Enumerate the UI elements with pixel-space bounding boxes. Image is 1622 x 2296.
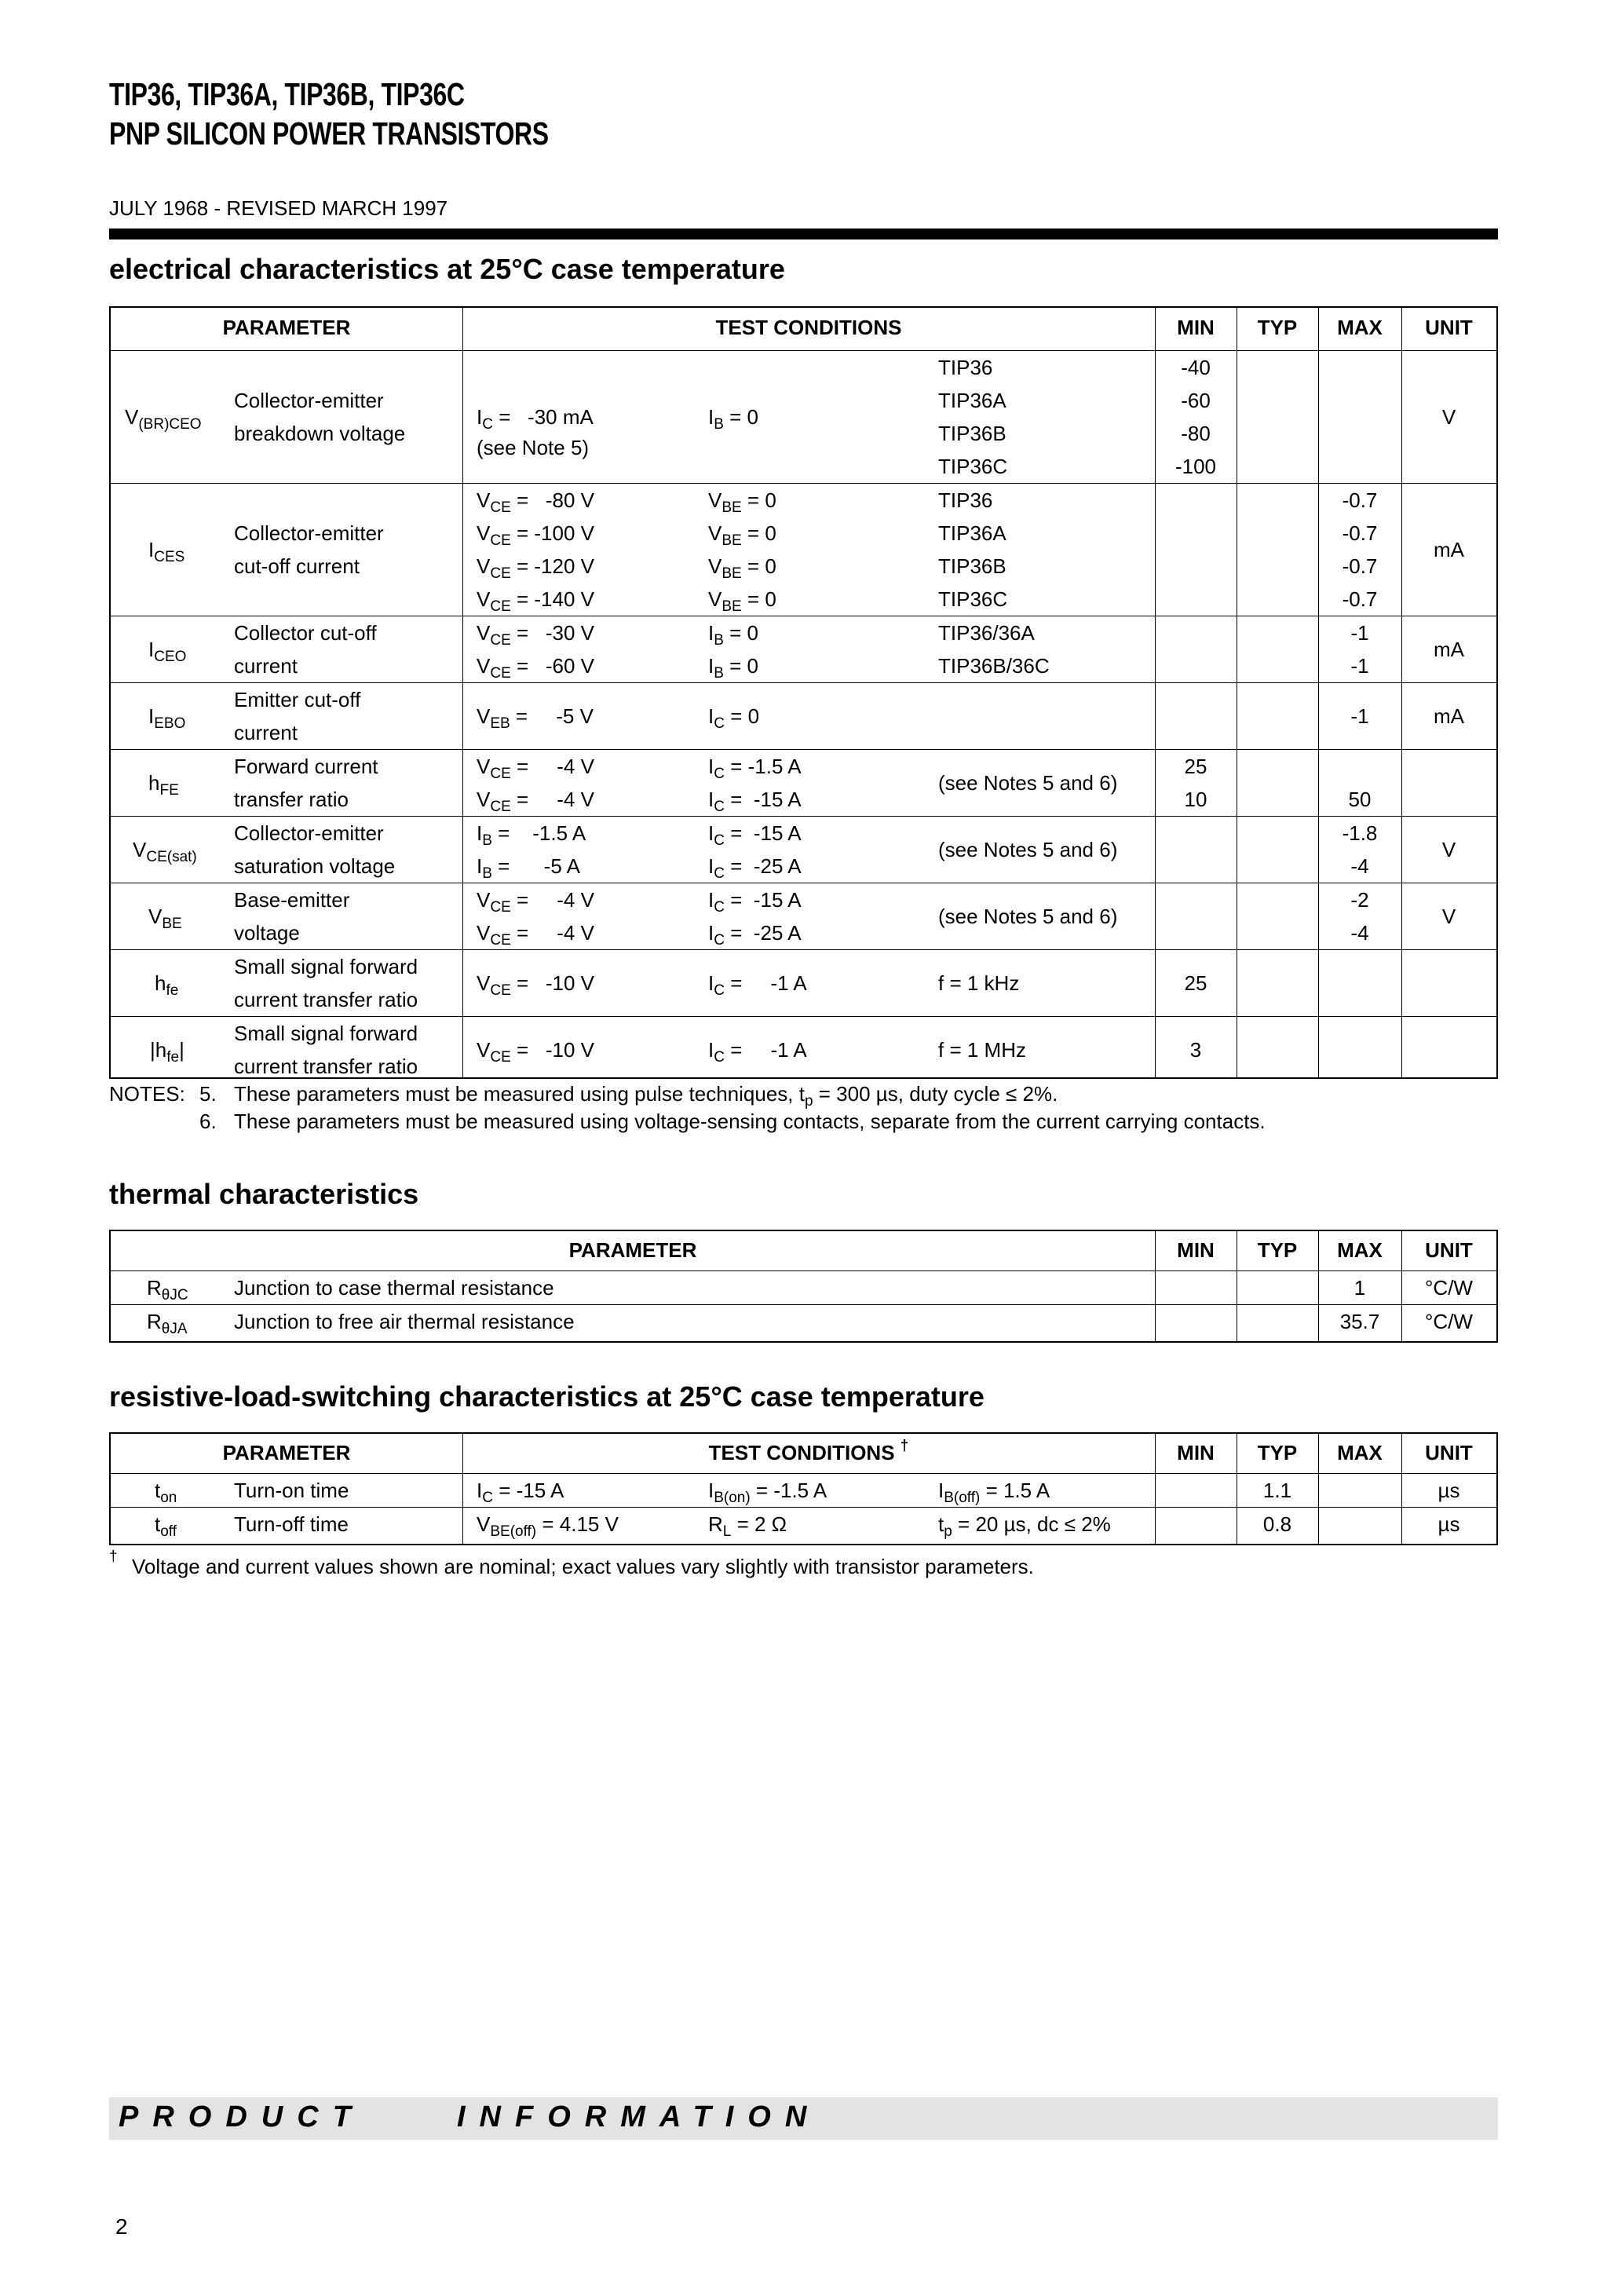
param-symbol: $I_{CEO}$: [148, 638, 187, 665]
product-information-label: PRODUCT INFORMATION: [119, 2100, 821, 2133]
param-desc: Junction to free air thermal resistance: [234, 1310, 575, 1333]
test-condition: $V_{BE} = 0$: [708, 521, 776, 549]
header-test-conditions: TEST CONDITIONS †: [708, 1438, 909, 1464]
typ-value: 0.8: [1262, 1512, 1292, 1536]
max-value: -1.8: [1342, 821, 1378, 845]
device-name: TIP36: [938, 488, 993, 512]
max-value: -0.7: [1342, 488, 1378, 512]
unit-value: V: [1441, 405, 1456, 429]
header-parameter: PARAMETER: [222, 1441, 351, 1464]
param-symbol: $h_{FE}$: [148, 771, 179, 799]
test-condition: $V_{BE} = 0$: [708, 488, 776, 516]
test-condition: $t_p = 20$ µs, dc ≤ 2%: [938, 1512, 1111, 1540]
device-name: TIP36A: [938, 389, 1006, 412]
param-desc: Small signal forward: [234, 955, 418, 978]
max-value: -2: [1350, 888, 1369, 912]
max-value: 1: [1353, 1276, 1366, 1300]
title-line-2: PNP SILICON POWER TRANSISTORS: [109, 115, 549, 152]
max-value: -0.7: [1342, 587, 1378, 611]
test-condition: $V_{CE} = -30$ V: [477, 621, 594, 649]
table-row: [111, 1304, 1496, 1338]
test-condition: $V_{EB}$ = -5 V: [477, 704, 594, 732]
test-condition: f = 1 MHz: [938, 1038, 1026, 1062]
header-typ: TYP: [1257, 316, 1298, 339]
param-desc: Collector-emitter: [234, 521, 384, 545]
param-desc: transfer ratio: [234, 788, 349, 811]
table-row: [111, 883, 1496, 949]
note-6-text: These parameters must be measured using voltage-sensing contacts, separate from the current carrying contacts.: [234, 1110, 1266, 1133]
test-condition: $I_B = 0$: [708, 405, 759, 433]
switching-table: [109, 1432, 1498, 1545]
param-desc: Turn-off time: [234, 1512, 349, 1536]
param-desc: saturation voltage: [234, 854, 396, 878]
footnote-dagger: †: [109, 1548, 118, 1565]
table-row: [111, 949, 1496, 1016]
test-condition: $I_C = -15$ A: [708, 788, 802, 815]
device-name: TIP36/36A: [938, 621, 1035, 645]
note-number: 5.: [199, 1082, 217, 1106]
test-condition: $V_{CE}$ = -4 V: [477, 755, 594, 782]
param-symbol: $R_{\theta JA}$: [147, 1310, 188, 1337]
test-condition: $V_{CE}$ = -4 V: [477, 888, 594, 916]
test-condition: $I_C = -1.5$ A: [708, 755, 802, 782]
test-condition: $I_C = -15$ A: [708, 821, 802, 849]
param-symbol: $V_{BE}$: [148, 905, 182, 932]
notes-label: NOTES:: [109, 1082, 185, 1106]
param-desc: voltage: [234, 921, 300, 945]
table-row: [111, 1270, 1496, 1304]
param-desc: Collector-emitter: [234, 821, 384, 845]
test-condition: $V_{CE} = -10$ V: [477, 1038, 594, 1066]
test-condition: $V_{CE} = -120$ V: [477, 554, 594, 582]
test-condition: $I_{B(off)} = 1.5$ A: [938, 1479, 1050, 1506]
param-symbol: $I_{CES}$: [148, 538, 185, 565]
header-unit: UNIT: [1425, 316, 1473, 339]
header-unit: UNIT: [1425, 1238, 1473, 1262]
note-number: 6.: [199, 1110, 217, 1133]
param-symbol: $t_{on}$: [155, 1479, 177, 1506]
param-desc: Junction to case thermal resistance: [234, 1276, 554, 1300]
param-symbol: $t_{off}$: [155, 1512, 177, 1540]
unit-value: V: [1441, 905, 1456, 928]
min-value: -80: [1181, 422, 1211, 445]
table-header-row: [111, 1231, 1496, 1270]
min-value: -100: [1174, 455, 1217, 478]
param-desc: Small signal forward: [234, 1022, 418, 1045]
max-value: 50: [1348, 788, 1372, 811]
test-condition-note: (see Notes 5 and 6): [938, 905, 1118, 928]
table-row: [111, 682, 1496, 749]
min-value: 3: [1189, 1038, 1202, 1062]
test-condition: $V_{CE} = -10$ V: [477, 971, 594, 999]
device-name: TIP36B: [938, 422, 1006, 445]
header-parameter: PARAMETER: [222, 316, 351, 339]
unit-value: mA: [1434, 704, 1464, 728]
test-condition: $V_{CE}$ = -4 V: [477, 788, 594, 815]
switching-heading: resistive-load-switching characteristics at 25°C case temperature: [109, 1380, 985, 1413]
device-name: TIP36B/36C: [938, 654, 1050, 678]
electrical-table: [109, 306, 1498, 1079]
test-condition: $V_{CE} = -60$ V: [477, 654, 594, 682]
unit-value: mA: [1434, 638, 1464, 661]
header-min: MIN: [1177, 1238, 1215, 1262]
thermal-table: [109, 1230, 1498, 1343]
test-condition: $V_{BE} = 0$: [708, 554, 776, 582]
table-row: [111, 1507, 1496, 1541]
unit-value: mA: [1434, 538, 1464, 561]
unit-value: °C/W: [1425, 1310, 1473, 1333]
test-condition: $V_{BE(off)} = 4.15$ V: [477, 1512, 619, 1540]
min-value: -40: [1181, 356, 1211, 379]
table-row: [111, 616, 1496, 682]
note-5-text: These parameters must be measured using pulse techniques, $t_p = 300$ µs, duty cycle ≤ 2%.: [234, 1082, 1058, 1110]
test-condition: $I_C = -15$ A: [477, 1479, 564, 1506]
param-desc: Collector-emitter: [234, 389, 384, 412]
test-condition: $V_{BE} = 0$: [708, 587, 776, 615]
test-condition: $I_B$ = -5 A: [477, 854, 580, 882]
device-name: TIP36: [938, 356, 993, 379]
title-line-1: TIP36, TIP36A, TIP36B, TIP36C: [109, 76, 465, 112]
test-condition: $I_C = -25$ A: [708, 854, 802, 882]
device-name: TIP36C: [938, 455, 1008, 478]
table-header-row: [111, 1434, 1496, 1473]
test-condition: $I_C = -25$ A: [708, 921, 802, 949]
param-desc: Forward current: [234, 755, 378, 778]
param-symbol: $h_{fe}$: [155, 971, 179, 999]
test-condition: f = 1 kHz: [938, 971, 1020, 995]
max-value: -4: [1350, 921, 1369, 945]
max-value: -4: [1350, 854, 1369, 878]
unit-value: µs: [1438, 1512, 1460, 1536]
header-test-conditions: TEST CONDITIONS: [715, 316, 902, 339]
header-typ: TYP: [1257, 1238, 1298, 1262]
param-symbol: $R_{\theta JC}$: [147, 1276, 188, 1303]
typ-value: 1.1: [1262, 1479, 1292, 1502]
document-title: [109, 75, 549, 153]
unit-value: µs: [1438, 1479, 1460, 1502]
param-desc: cut-off current: [234, 554, 360, 578]
param-desc: Collector cut-off: [234, 621, 377, 645]
max-value: 35.7: [1339, 1310, 1380, 1333]
device-name: TIP36B: [938, 554, 1006, 578]
param-desc: breakdown voltage: [234, 422, 406, 445]
table-row: [111, 816, 1496, 883]
param-desc: Emitter cut-off: [234, 688, 361, 711]
param-desc: current transfer ratio: [234, 988, 418, 1011]
header-min: MIN: [1177, 316, 1215, 339]
device-name: TIP36C: [938, 587, 1008, 611]
header-rule: [109, 229, 1498, 239]
param-symbol: $I_{EBO}$: [148, 704, 186, 732]
product-information-bar: [109, 2097, 1498, 2140]
device-name: TIP36A: [938, 521, 1006, 545]
test-condition: $I_B = 0$: [708, 621, 759, 649]
param-desc: current transfer ratio: [234, 1055, 418, 1078]
min-value: 25: [1184, 755, 1207, 778]
table-row: [111, 483, 1496, 616]
min-value: 25: [1184, 971, 1207, 995]
max-value: -0.7: [1342, 521, 1378, 545]
revision-date: JULY 1968 - REVISED MARCH 1997: [109, 196, 448, 220]
thermal-heading: thermal characteristics: [109, 1178, 419, 1210]
test-condition: $I_{B(on)} = -1.5$ A: [708, 1479, 827, 1506]
max-value: -1: [1350, 704, 1369, 728]
min-value: -60: [1181, 389, 1211, 412]
test-condition: $I_B$ = -1.5 A: [477, 821, 586, 849]
test-condition-note: (see Note 5): [477, 436, 590, 459]
test-condition: $I_C$ = -1 A: [708, 1038, 807, 1066]
test-condition: $V_{CE} = -80$ V: [477, 488, 594, 516]
max-value: -1: [1350, 654, 1369, 678]
max-value: -1: [1350, 621, 1369, 645]
header-max: MAX: [1337, 1441, 1383, 1464]
test-condition: $I_C = 0$: [708, 704, 760, 732]
header-unit: UNIT: [1425, 1441, 1473, 1464]
table-row: [111, 749, 1496, 816]
header-parameter: PARAMETER: [568, 1238, 697, 1262]
test-condition: $V_{CE} = -100$ V: [477, 521, 594, 549]
unit-value: °C/W: [1425, 1276, 1473, 1300]
table-header-row: [111, 308, 1496, 350]
param-desc: Base-emitter: [234, 888, 350, 912]
test-condition: $V_{CE}$ = -4 V: [477, 921, 594, 949]
header-max: MAX: [1337, 1238, 1383, 1262]
param-symbol: $|h_{fe}|$: [150, 1038, 184, 1066]
electrical-heading: electrical characteristics at 25°C case temperature: [109, 253, 785, 285]
page-number: 2: [115, 2214, 128, 2239]
param-desc: current: [234, 721, 298, 744]
test-condition: $I_C$ = -1 A: [708, 971, 807, 999]
table-row: [111, 350, 1496, 483]
param-symbol: $V_{CE(sat)}$: [133, 838, 197, 865]
footnote-text: Voltage and current values shown are nominal; exact values vary slightly with transistor parameters.: [132, 1555, 1034, 1578]
table-row: [111, 1016, 1496, 1083]
test-condition-note: (see Notes 5 and 6): [938, 838, 1118, 861]
test-condition: $R_L = 2$ Ω: [708, 1512, 787, 1540]
unit-value: V: [1441, 838, 1456, 861]
param-desc: Turn-on time: [234, 1479, 349, 1502]
min-value: 10: [1184, 788, 1207, 811]
test-condition: $I_C = -30$ mA: [477, 405, 594, 433]
test-condition-note: (see Notes 5 and 6): [938, 771, 1118, 795]
test-condition: $I_C = -15$ A: [708, 888, 802, 916]
test-condition: $V_{CE} = -140$ V: [477, 587, 594, 615]
header-max: MAX: [1337, 316, 1383, 339]
param-symbol: $V_{(BR)CEO}$: [125, 405, 202, 433]
header-typ: TYP: [1257, 1441, 1298, 1464]
max-value: -0.7: [1342, 554, 1378, 578]
param-desc: current: [234, 654, 298, 678]
test-condition: $I_B = 0$: [708, 654, 759, 682]
table-row: [111, 1473, 1496, 1507]
header-min: MIN: [1177, 1441, 1215, 1464]
